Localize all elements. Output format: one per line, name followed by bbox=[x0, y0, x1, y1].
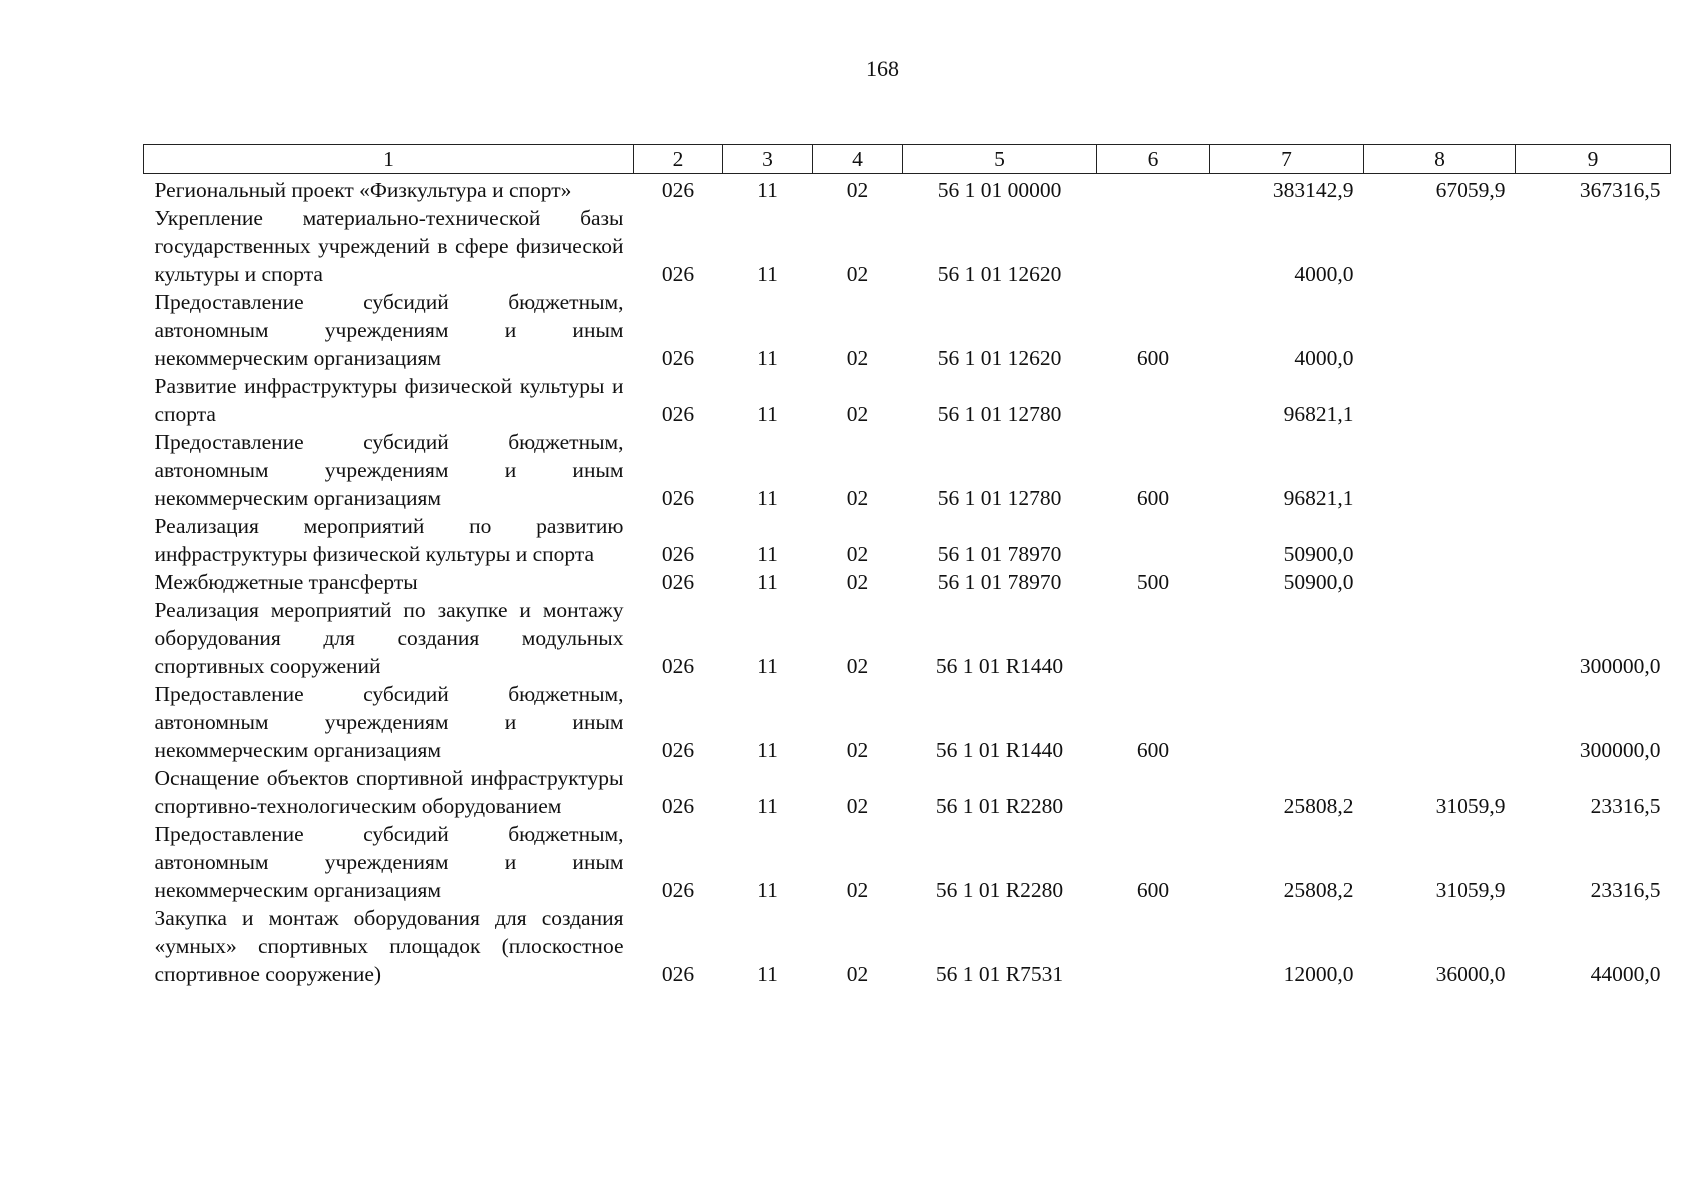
row-col-8 bbox=[1364, 204, 1516, 288]
row-col-8 bbox=[1364, 372, 1516, 428]
row-col-9 bbox=[1516, 288, 1671, 372]
row-col-7: 96821,1 bbox=[1283, 402, 1354, 426]
row-col-3: 11 bbox=[757, 346, 778, 370]
row-col-3: 11 bbox=[757, 738, 778, 762]
table-row bbox=[144, 174, 1671, 205]
row-col-8 bbox=[1364, 596, 1516, 680]
row-col-9: 300000,0 bbox=[1579, 654, 1661, 678]
row-col-9 bbox=[1516, 512, 1671, 568]
row-col-4: 02 bbox=[846, 346, 869, 370]
row-name: Реализация мероприятий по развитию инфраструктуры физической культуры и спорта bbox=[154, 514, 624, 566]
row-col-6: 600 bbox=[1136, 346, 1170, 370]
row-col-2: 026 bbox=[661, 570, 695, 594]
row-col-5: 56 1 01 12620 bbox=[937, 346, 1062, 370]
row-name: Предоставление субсидий бюджетным, автономным учреждениям и иным некоммерческим организациям bbox=[154, 290, 624, 370]
row-col-5: 56 1 01 R1440 bbox=[935, 654, 1064, 678]
row-col-9: 300000,0 bbox=[1579, 738, 1661, 762]
row-col-8 bbox=[1364, 680, 1516, 764]
row-col-5: 56 1 01 12620 bbox=[937, 262, 1062, 286]
row-col-9: 23316,5 bbox=[1590, 794, 1661, 818]
row-col-2: 026 bbox=[661, 262, 695, 286]
row-col-7: 25808,2 bbox=[1283, 878, 1354, 902]
row-col-7 bbox=[1210, 596, 1364, 680]
row-col-2: 026 bbox=[661, 542, 695, 566]
row-name: Реализация мероприятий по закупке и монтажу оборудования для создания модульных спортивных сооружений bbox=[154, 598, 624, 678]
row-col-5: 56 1 01 R2280 bbox=[935, 794, 1064, 818]
budget-table bbox=[143, 144, 1671, 988]
row-col-9: 23316,5 bbox=[1590, 878, 1661, 902]
row-col-7 bbox=[1210, 680, 1364, 764]
row-col-6 bbox=[1097, 174, 1210, 205]
row-col-4: 02 bbox=[846, 178, 869, 202]
row-col-6: 600 bbox=[1136, 738, 1170, 762]
table-row bbox=[144, 372, 1671, 428]
row-col-6 bbox=[1097, 764, 1210, 820]
row-name: Региональный проект «Физкультура и спорт» bbox=[154, 178, 572, 202]
row-col-3: 11 bbox=[757, 570, 778, 594]
row-col-2: 026 bbox=[661, 794, 695, 818]
header-col-5: 5 bbox=[903, 145, 1097, 174]
row-col-4: 02 bbox=[846, 794, 869, 818]
table-body bbox=[144, 174, 1671, 989]
row-col-5: 56 1 01 12780 bbox=[937, 486, 1062, 510]
row-col-6 bbox=[1097, 512, 1210, 568]
table-row bbox=[144, 904, 1671, 988]
row-col-2: 026 bbox=[661, 486, 695, 510]
header-col-2: 2 bbox=[634, 145, 723, 174]
row-col-4: 02 bbox=[846, 962, 869, 986]
row-col-7: 50900,0 bbox=[1283, 542, 1354, 566]
row-col-2: 026 bbox=[661, 178, 695, 202]
row-col-5: 56 1 01 78970 bbox=[937, 570, 1062, 594]
row-col-3: 11 bbox=[757, 486, 778, 510]
row-col-3: 11 bbox=[757, 178, 778, 202]
row-col-9 bbox=[1516, 372, 1671, 428]
row-name: Предоставление субсидий бюджетным, автономным учреждениям и иным некоммерческим организациям bbox=[154, 682, 624, 762]
row-col-3: 11 bbox=[757, 542, 778, 566]
row-col-8: 31059,9 bbox=[1435, 794, 1506, 818]
table-row bbox=[144, 288, 1671, 372]
header-col-3: 3 bbox=[723, 145, 813, 174]
table-row bbox=[144, 596, 1671, 680]
row-col-4: 02 bbox=[846, 878, 869, 902]
table-row bbox=[144, 764, 1671, 820]
row-col-4: 02 bbox=[846, 402, 869, 426]
row-col-2: 026 bbox=[661, 962, 695, 986]
row-col-2: 026 bbox=[661, 878, 695, 902]
row-col-7: 4000,0 bbox=[1294, 262, 1354, 286]
row-name: Предоставление субсидий бюджетным, автономным учреждениям и иным некоммерческим организациям bbox=[154, 822, 624, 902]
row-col-8: 36000,0 bbox=[1435, 962, 1506, 986]
header-col-9: 9 bbox=[1516, 145, 1671, 174]
header-row bbox=[144, 145, 1671, 174]
table-row bbox=[144, 680, 1671, 764]
row-col-9 bbox=[1516, 568, 1671, 596]
row-col-5: 56 1 01 12780 bbox=[937, 402, 1062, 426]
row-name: Развитие инфраструктуры физической культуры и спорта bbox=[154, 374, 624, 426]
row-col-7: 25808,2 bbox=[1283, 794, 1354, 818]
row-col-3: 11 bbox=[757, 262, 778, 286]
row-col-6 bbox=[1097, 596, 1210, 680]
row-name: Предоставление субсидий бюджетным, автономным учреждениям и иным некоммерческим организациям bbox=[154, 430, 624, 510]
row-col-5: 56 1 01 R2280 bbox=[935, 878, 1064, 902]
row-col-7: 96821,1 bbox=[1283, 486, 1354, 510]
row-col-3: 11 bbox=[757, 402, 778, 426]
row-col-7: 383142,9 bbox=[1272, 178, 1354, 202]
row-col-9 bbox=[1516, 204, 1671, 288]
row-col-4: 02 bbox=[846, 486, 869, 510]
row-col-8 bbox=[1364, 512, 1516, 568]
row-col-5: 56 1 01 78970 bbox=[937, 542, 1062, 566]
row-col-6 bbox=[1097, 204, 1210, 288]
header-col-6: 6 bbox=[1097, 145, 1210, 174]
row-col-9 bbox=[1516, 428, 1671, 512]
row-col-5: 56 1 01 R7531 bbox=[935, 962, 1064, 986]
row-col-2: 026 bbox=[661, 346, 695, 370]
row-col-4: 02 bbox=[846, 542, 869, 566]
row-col-3: 11 bbox=[757, 794, 778, 818]
row-col-4: 02 bbox=[846, 570, 869, 594]
row-col-3: 11 bbox=[757, 962, 778, 986]
table-row bbox=[144, 568, 1671, 596]
row-col-8: 67059,9 bbox=[1435, 178, 1506, 202]
table-header bbox=[144, 145, 1671, 174]
row-name: Межбюджетные трансферты bbox=[154, 570, 418, 594]
row-col-9: 367316,5 bbox=[1579, 178, 1661, 202]
row-col-2: 026 bbox=[661, 738, 695, 762]
row-col-5: 56 1 01 R1440 bbox=[935, 738, 1064, 762]
row-col-6: 600 bbox=[1136, 486, 1170, 510]
row-col-2: 026 bbox=[661, 402, 695, 426]
row-col-4: 02 bbox=[846, 654, 869, 678]
table-row bbox=[144, 428, 1671, 512]
row-col-6: 500 bbox=[1136, 570, 1170, 594]
header-col-8: 8 bbox=[1364, 145, 1516, 174]
row-col-2: 026 bbox=[661, 654, 695, 678]
header-col-4: 4 bbox=[813, 145, 903, 174]
row-name: Закупка и монтаж оборудования для создания «умных» спортивных площадок (плоскостное спортивное сооружение) bbox=[154, 906, 624, 986]
row-col-7: 12000,0 bbox=[1283, 962, 1354, 986]
page-number: 168 bbox=[866, 56, 899, 81]
table-row bbox=[144, 512, 1671, 568]
row-col-7: 50900,0 bbox=[1283, 570, 1354, 594]
row-col-8 bbox=[1364, 288, 1516, 372]
row-col-4: 02 bbox=[846, 738, 869, 762]
row-col-9: 44000,0 bbox=[1590, 962, 1661, 986]
row-col-6 bbox=[1097, 372, 1210, 428]
table-row bbox=[144, 820, 1671, 904]
row-name: Укрепление материально-технической базы государственных учреждений в сфере физической культуры и спорта bbox=[154, 206, 624, 286]
row-name: Оснащение объектов спортивной инфраструктуры спортивно-технологическим оборудованием bbox=[154, 766, 624, 818]
row-col-8 bbox=[1364, 428, 1516, 512]
row-col-4: 02 bbox=[846, 262, 869, 286]
row-col-6: 600 bbox=[1136, 878, 1170, 902]
row-col-6 bbox=[1097, 904, 1210, 988]
row-col-3: 11 bbox=[757, 878, 778, 902]
table-row bbox=[144, 204, 1671, 288]
row-col-8 bbox=[1364, 568, 1516, 596]
row-col-8: 31059,9 bbox=[1435, 878, 1506, 902]
row-col-5: 56 1 01 00000 bbox=[937, 178, 1062, 202]
row-col-3: 11 bbox=[757, 654, 778, 678]
header-col-7: 7 bbox=[1210, 145, 1364, 174]
row-col-7: 4000,0 bbox=[1294, 346, 1354, 370]
header-col-1: 1 bbox=[144, 145, 634, 174]
